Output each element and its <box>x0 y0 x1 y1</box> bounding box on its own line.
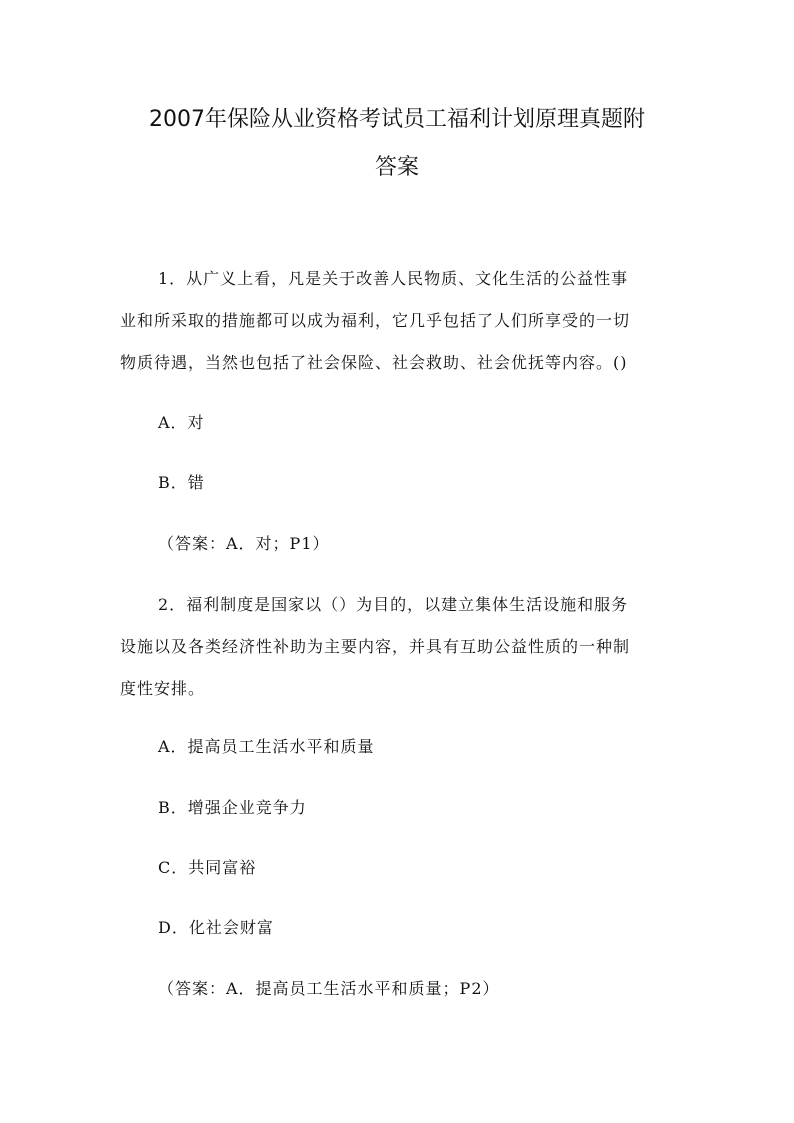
question-2-answer: （答案：A．提高员工生活水平和质量；P2） <box>158 979 500 998</box>
question-1-line-3: 物质待遇，当然也包括了社会保险、社会救助、社会优抚等内容。() <box>120 353 628 372</box>
question-1-line-1: 1．从广义上看，凡是关于改善人民物质、文化生活的公益性事 <box>158 269 629 288</box>
question-2-option-d: D．化社会财富 <box>158 918 274 937</box>
question-1-answer: （答案：A．对；P1） <box>158 534 330 553</box>
question-2-line-3: 度性安排。 <box>120 679 206 698</box>
question-2-option-a: A．提高员工生活水平和质量 <box>158 737 375 756</box>
title-line-2: 答案 <box>374 155 419 180</box>
question-1-option-a: A．对 <box>158 413 205 432</box>
page-title <box>110 96 684 192</box>
question-2-line-2: 设施以及各类经济性补助为主要内容，并具有互助公益性质的一种制 <box>120 637 631 656</box>
question-2-line-1: 2．福利制度是国家以（）为目的，以建立集体生活设施和服务 <box>158 595 629 614</box>
question-2-option-b: B．增强企业竞争力 <box>158 798 307 817</box>
question-1-option-b: B．错 <box>158 473 205 492</box>
question-2-option-c: C．共同富裕 <box>158 858 257 877</box>
question-1-line-2: 业和所采取的措施都可以成为福利，它几乎包括了人们所享受的一切 <box>120 311 631 330</box>
title-line-1: 2007年保险从业资格考试员工福利计划原理真题附 <box>149 107 645 132</box>
